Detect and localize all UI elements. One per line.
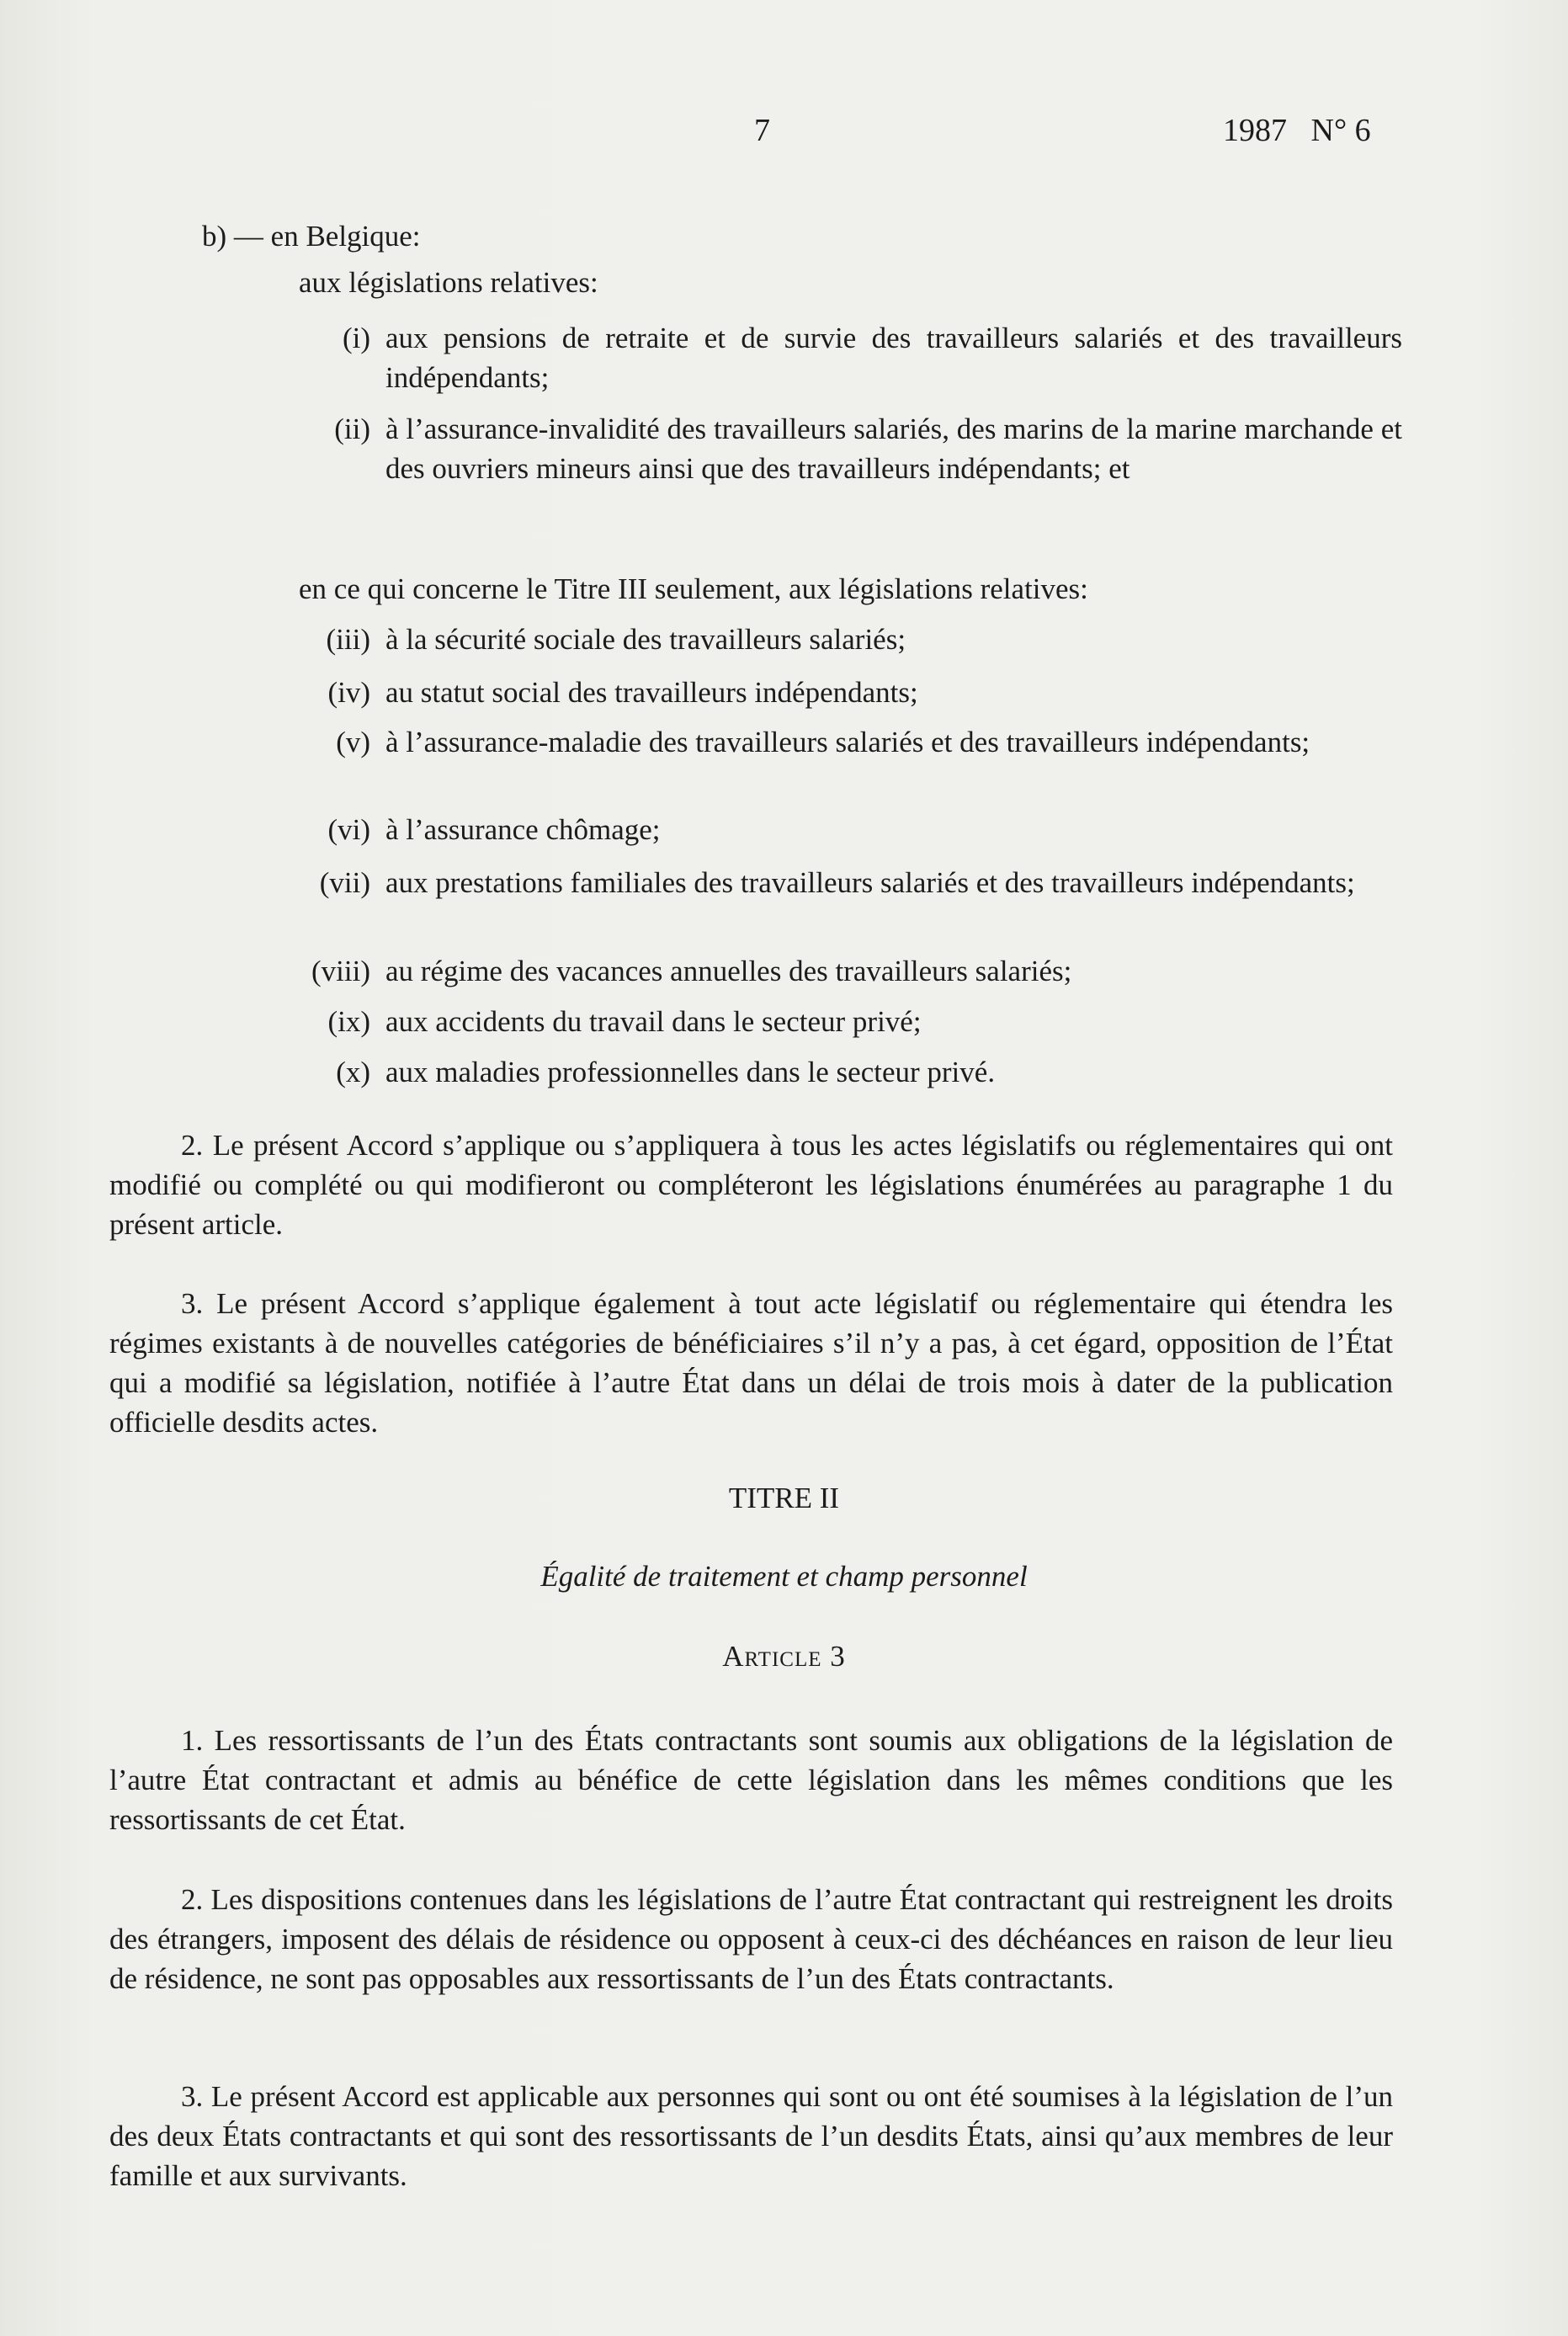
- item-number: (ix): [327, 1005, 370, 1038]
- item-number: (vii): [319, 866, 370, 899]
- article3-paragraph-3: [109, 2077, 1393, 2195]
- item-number: (viii): [311, 955, 370, 987]
- item-number: (iv): [327, 676, 370, 709]
- item-number: (ii): [334, 412, 370, 445]
- item-text: à la sécurité sociale des travailleurs salariés;: [385, 623, 906, 656]
- article3-paragraph-2: [109, 1880, 1393, 1998]
- item-number: (x): [336, 1056, 370, 1088]
- item-number: (i): [342, 322, 370, 354]
- title-subtitle: Égalité de traitement et champ personnel: [540, 1560, 1028, 1593]
- item-number: (v): [336, 726, 370, 758]
- article-heading: Article 3: [722, 1640, 846, 1673]
- item-text: au régime des vacances annuelles des travailleurs salariés;: [385, 955, 1072, 987]
- page-number: 7: [754, 113, 770, 148]
- paragraph-text: 3. Le présent Accord est applicable aux personnes qui sont ou ont été soumises à la législation de l’un des deux États contractants et qui sont des ressortissants de l’un desdits États, ainsi qu’aux membres de leur famille et aux survivants.: [109, 2080, 1393, 2192]
- item-text: aux accidents du travail dans le secteur privé;: [385, 1005, 922, 1038]
- paragraph-text: 2. Les dispositions contenues dans les législations de l’autre État contractant qui restreignent les droits des étrangers, imposent des délais de résidence ou opposent à ceux-ci des déchéances en raison de leur lieu de résidence, ne sont pas opposables aux ressortissants de l’un des États contractants.: [109, 1883, 1393, 1995]
- paragraph-text: 1. Les ressortissants de l’un des États contractants sont soumis aux obligations de la législation de l’autre État contractant et admis au bénéfice de cette législation dans les mêmes conditions que les ressortissants de cet État.: [109, 1724, 1393, 1836]
- item-text: au statut social des travailleurs indépendants;: [385, 676, 918, 709]
- item-number: (vi): [327, 813, 370, 846]
- section-b-intro: aux législations relatives:: [299, 266, 598, 299]
- issue-label: 1987 N° 6: [1223, 113, 1371, 148]
- item-text: à l’assurance chômage;: [385, 813, 661, 846]
- paragraph-text: 3. Le présent Accord s’applique également à tout acte législatif ou réglementaire qui étendra les régimes existants à de nouvelles catégories de bénéficiaires s’il n’y a pas, à cet égard, opposition de l’État qui a modifié sa législation, notifiée à l’autre État dans un délai de trois mois à dater de la publication officielle desdits actes.: [109, 1287, 1393, 1439]
- paragraph-2: [109, 1125, 1393, 1244]
- item-text: aux pensions de retraite et de survie des travailleurs salariés et des travailleurs indépendants;: [385, 322, 1402, 394]
- item-text: à l’assurance-invalidité des travailleurs salariés, des marins de la marine marchande et des ouvriers mineurs ainsi que des travailleurs indépendants; et: [385, 412, 1402, 485]
- item-text: aux maladies professionnelles dans le secteur privé.: [385, 1056, 996, 1088]
- paragraph-text: 2. Le présent Accord s’applique ou s’appliquera à tous les actes législatifs ou réglementaires qui ont modifié ou complété ou qui modifieront ou compléteront les législations énumérées au paragraphe 1 du présent article.: [109, 1129, 1393, 1241]
- article3-paragraph-1: [109, 1721, 1393, 1839]
- section-b-label: b) — en Belgique:: [202, 220, 421, 253]
- item-text: à l’assurance-maladie des travailleurs salariés et des travailleurs indépendants;: [385, 726, 1310, 758]
- item-text: aux prestations familiales des travailleurs salariés et des travailleurs indépendants;: [385, 866, 1355, 899]
- item-number: (iii): [326, 623, 370, 656]
- title-heading: TITRE II: [728, 1482, 840, 1514]
- title3-intro: en ce qui concerne le Titre III seulement, aux législations relatives:: [299, 572, 1088, 605]
- paragraph-3: [109, 1284, 1393, 1442]
